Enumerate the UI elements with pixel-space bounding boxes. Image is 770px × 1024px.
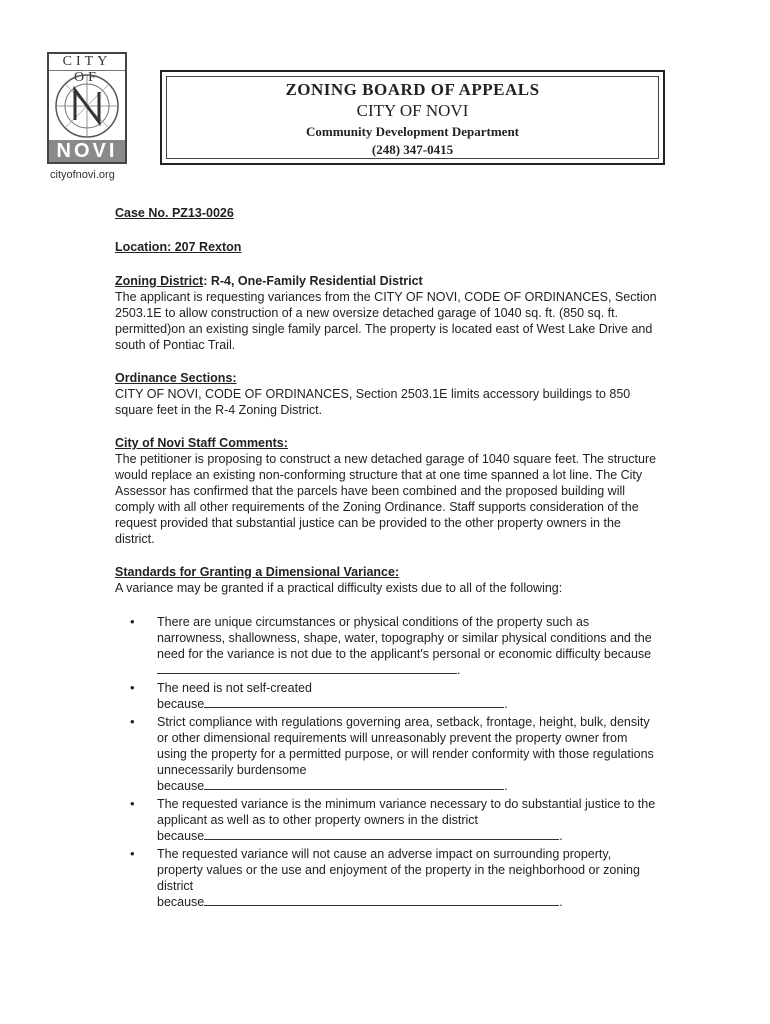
- city-logo: [47, 52, 127, 164]
- list-item: • The need is not self-created because .: [157, 680, 660, 712]
- answer-blank[interactable]: [204, 696, 504, 708]
- answer-blank[interactable]: [204, 894, 559, 906]
- board-title: ZONING BOARD OF APPEALS: [285, 80, 540, 99]
- case-number: Case No. PZ13-0026: [115, 206, 234, 220]
- staff-comments-heading: City of Novi Staff Comments:: [115, 436, 288, 450]
- document-body: [115, 205, 660, 927]
- standard-text: The requested variance is the minimum variance necessary to do substantial justice to the applicant as well as to other property owners in the district: [157, 797, 656, 827]
- answer-blank[interactable]: [157, 662, 457, 674]
- department-name: Community Development Department: [305, 124, 520, 139]
- standards-section: [115, 564, 660, 910]
- standards-heading: Standards for Granting a Dimensional Variance:: [115, 565, 400, 579]
- staff-comments-body: The petitioner is proposing to construct a new detached garage of 1040 square feet. The structure would replace an existing non-conforming structure that at one time spanned a lot line. The City Assessor has confirmed that the parcels have been combined and the proposed building will comply with all other requirements of the Zoning Ordinance. Staff supports consideration of the request provided that substantial justice can be provided to the other property owners in the district.: [115, 452, 657, 546]
- staff-comments-section: [115, 435, 660, 547]
- zoning-body: The applicant is requesting variances from the CITY OF NOVI, CODE OF ORDINANCES, Section 2503.1E to allow construction of a new oversize detached garage of 1040 sq. ft. (850 sq. ft. permitted)on an existing single family parcel. The property is located east of West Lake Drive and south of Pontiac Trail.: [115, 290, 657, 352]
- ordinance-body: CITY OF NOVI, CODE OF ORDINANCES, Section 2503.1E limits accessory buildings to 850 square feet in the R-4 Zoning District.: [115, 387, 631, 417]
- phone-number: (248) 347-0415: [371, 142, 454, 157]
- ordinance-section: [115, 370, 660, 418]
- standards-list: [115, 614, 660, 910]
- answer-blank[interactable]: [204, 828, 559, 840]
- website-text: cityofnovi.org: [50, 169, 115, 181]
- list-item: • The requested variance will not cause an adverse impact on surrounding property, property values or the use and enjoyment of the property in the neighborhood or zoning district because .: [157, 846, 660, 910]
- standard-text: Strict compliance with regulations governing area, setback, frontage, height, bulk, density or other dimensional requirements will unreasonably prevent the property owner from using the property for a permitted purpose, or will render conformity with those regulations unnecessarily burdensome: [157, 715, 654, 777]
- logo-emblem-icon: [53, 72, 121, 140]
- standard-text: There are unique circumstances or physical conditions of the property such as narrowness, shallowness, shape, water, topography or similar physical conditions and the need for the variance is not due to the applicant's personal or economic difficulty because: [157, 615, 652, 661]
- city-name: CITY OF NOVI: [356, 101, 469, 120]
- standard-text: The requested variance will not cause an adverse impact on surrounding property, property values or the use and enjoyment of the property in the neighborhood or zoning district: [157, 847, 640, 893]
- list-item: • The requested variance is the minimum variance necessary to do substantial justice to the applicant as well as to other property owners in the district because .: [157, 796, 660, 844]
- zoning-section: [115, 273, 660, 353]
- logo-bottom-text: NOVI: [49, 140, 125, 162]
- zoning-heading: Zoning District: [115, 274, 204, 288]
- location: Location: 207 Rexton: [115, 240, 242, 254]
- document-header: [160, 70, 665, 165]
- standard-text: The need is not self-created: [157, 681, 312, 695]
- ordinance-heading: Ordinance Sections:: [115, 371, 237, 385]
- standards-intro: A variance may be granted if a practical difficulty exists due to all of the following:: [115, 581, 563, 595]
- list-item: • Strict compliance with regulations governing area, setback, frontage, height, bulk, density or other dimensional requirements will unreasonably prevent the property owner from using the property for a permitted purpose, or will render conformity with those regulations unnecessarily burdensome because .: [157, 714, 660, 794]
- answer-blank[interactable]: [204, 778, 504, 790]
- zoning-heading-rest: : R-4, One-Family Residential District: [203, 274, 423, 288]
- list-item: • There are unique circumstances or physical conditions of the property such as narrowness, shallowness, shape, water, topography or similar physical conditions and the need for the variance is not due to the applicant's personal or economic difficulty because .: [157, 614, 660, 678]
- logo-top-text: CITY OF: [49, 54, 125, 71]
